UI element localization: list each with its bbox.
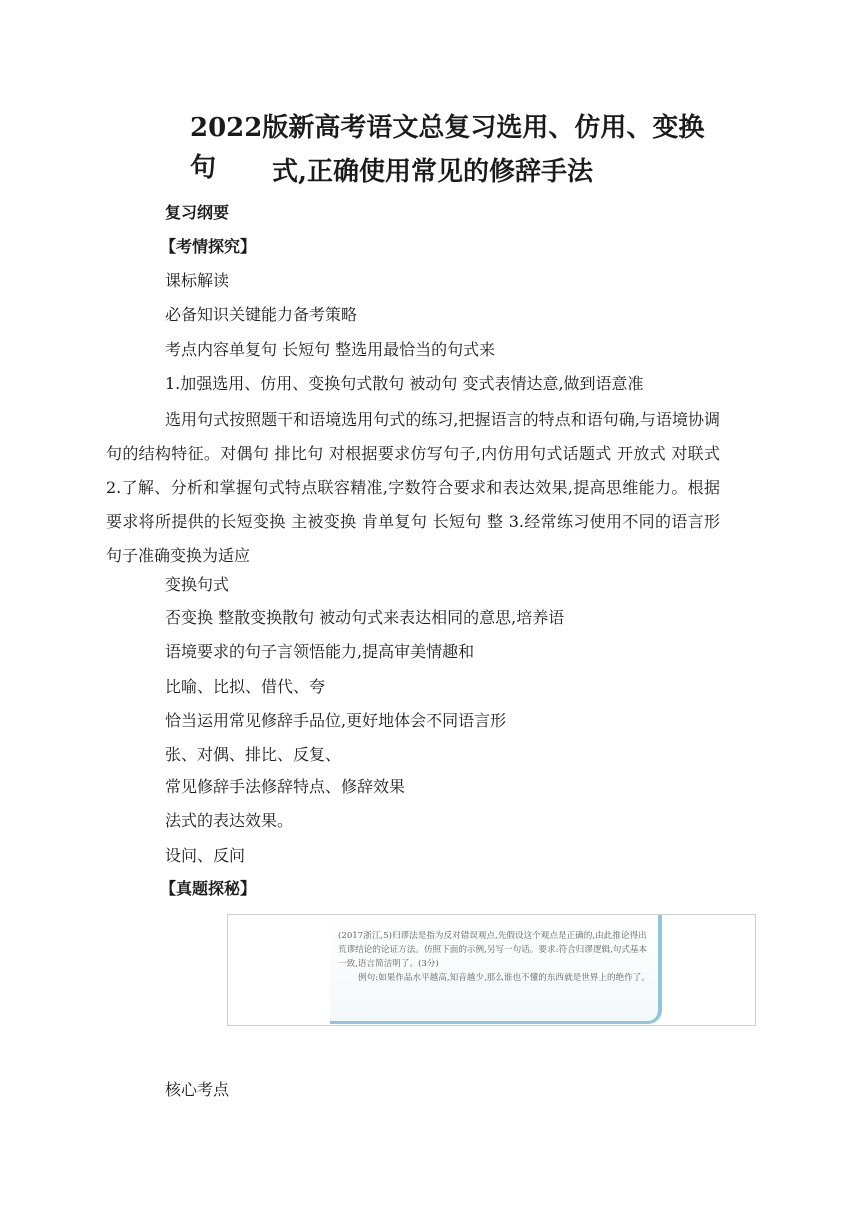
document-title-line-1: 2022版新高考语文总复习选用、仿用、变换句 — [190, 113, 705, 183]
exam-question-card — [330, 915, 662, 1024]
exam-question-figure — [227, 914, 756, 1026]
text-line: 1.加强选用、仿用、变换句式散句 被动句 变式表情达意,做到语意准 — [165, 374, 644, 393]
text-line: 否变换 整散变换散句 被动句式来表达相同的意思,培养语 — [165, 608, 565, 627]
text-line: 恰当运用常见修辞手品位,更好地体会不同语言形 — [165, 711, 507, 730]
text-line: 变换句式 — [165, 575, 230, 594]
outline-heading: 复习纲要 — [165, 203, 230, 222]
text-line: 设问、反问 — [165, 846, 246, 865]
text-line: 课标解读 — [165, 271, 230, 290]
document-title-line-2: 式,正确使用常见的修辞手法 — [272, 157, 594, 187]
section-heading-exam-analysis: 【考情探究】 — [160, 237, 257, 256]
text-line: 必备知识关键能力备考策略 — [165, 305, 358, 324]
text-line: 比喻、比拟、借代、夸 — [165, 677, 326, 696]
text-line: 张、对偶、排比、反复、 — [165, 745, 342, 764]
exam-question-prompt: (2017浙江,5)归谬法是指为反对错误观点,先假设这个观点是正确的,由此推论得出荒谬结论的论证方法。仿照下面的示例,另写一句话。要求:符合归谬逻辑,句式基本一致,语言简洁明了。(3分) — [338, 931, 648, 969]
exam-question-text — [338, 929, 650, 985]
text-line: 考点内容单复句 长短句 整选用最恰当的句式来 — [165, 340, 496, 359]
body-paragraph: 选用句式按照题干和语境选用句式的练习,把握语言的特点和语句确,与语境协调句的结构特征。对偶句 排比句 对根据要求仿写句子,内仿用句式话题式 开放式 对联式 2.了解、分析和掌握句式特点联容精准,字数符合要求和表达效果,提高思维能力。根据要求将所提供的长短变换 主被变换 肯单复句 长短句 整 3.经常练习使用不同的语言形句子准确变换为适应 — [106, 410, 720, 565]
text-line: 语境要求的句子言领悟能力,提高审美情趣和 — [165, 642, 475, 661]
text-line: 法式的表达效果。 — [165, 811, 294, 830]
text-line: 常见修辞手法修辞特点、修辞效果 — [165, 777, 406, 796]
section-heading-core-points: 核心考点 — [165, 1080, 230, 1099]
section-heading-real-questions: 【真题探秘】 — [160, 879, 257, 898]
exam-question-example: 例句:如果作品水平越高,知音越少,那么谁也不懂的东西就是世界上的绝作了。 — [358, 973, 650, 983]
